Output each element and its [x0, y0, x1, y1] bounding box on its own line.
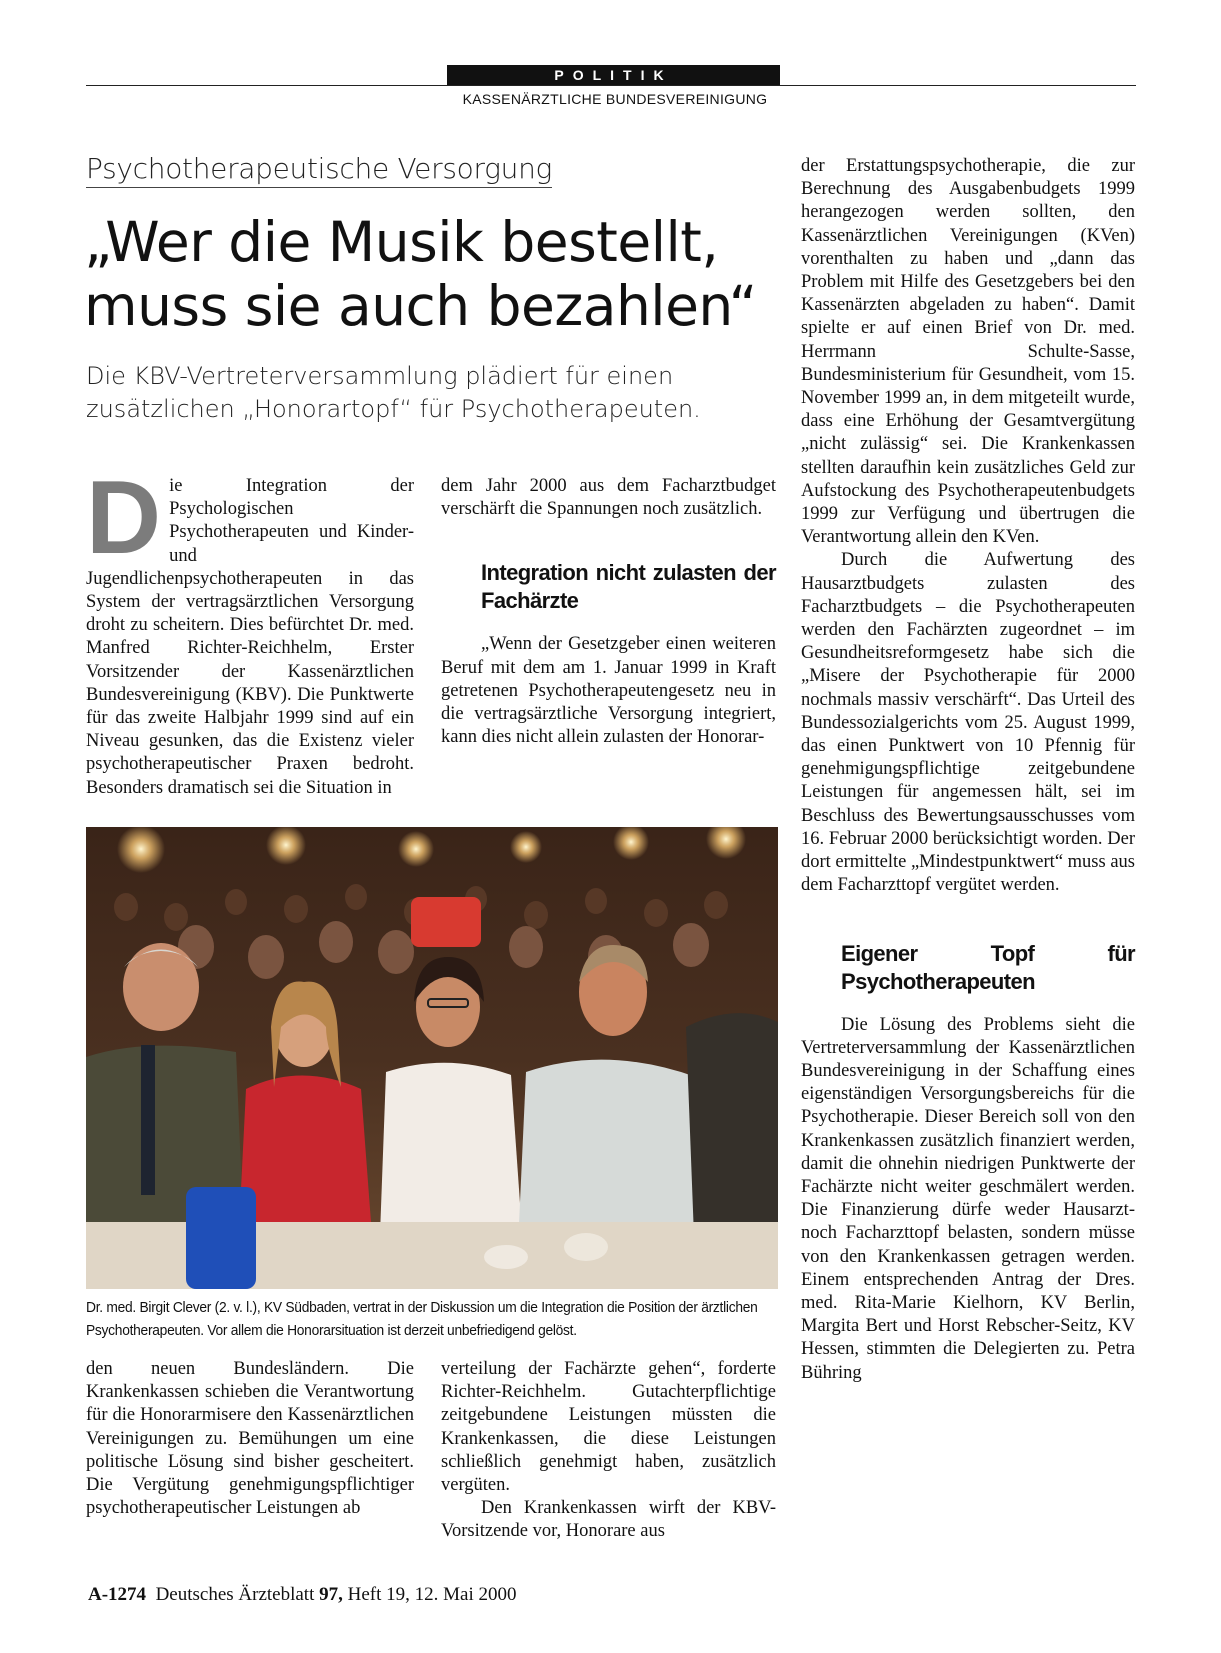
page-number: A-1274 [88, 1584, 147, 1605]
col3-paragraph-2: Durch die Aufwertung des Hausarztbudgets zulasten des Facharztbudgets – die Psychotherapeuten werden den Fachärzten zugeordnet – im Gesundheitsreformgesetz habe sich die „Misere der Psychotherapie für 2000 nochmals massiv verschärft“. Das Urteil des Bundessozialgerichts vom 25. August 1999, das einen Punktwert von 10 Pfennig für genehmigungspflichtige zeitgebundene Leistungen für angemessen hält, sei im Beschluss des Bewertungsausschusses vom 16. Februar 2000 berücksichtigt worden. Der dort ermittelte „Mindestpunktwert“ muss aus dem Facharzttopf vergütet werden. [801, 550, 1135, 896]
page-footer [88, 1584, 517, 1606]
col2-bottom-paragraph-1: verteilung der Fachärzte gehen“, forderte Richter-Reichhelm. Gutachterpflichtige zeitgebundene Leistungen müssten die Krankenkassen, die diese Leistungen schließlich genehmigt haben, zusätzlich vergüten. [441, 1359, 776, 1496]
col3-paragraph-3: Die Lösung des Problems sieht die Vertreterversammlung der Kassenärztlichen Bundesvereinigung in der Schaffung eines eigenständigen Versorgungsbereichs für die Psychotherapie. Dieser Bereich soll von den Krankenkassen zusätzlich finanziert werden, damit die ohnehin niedrigen Punktwerte der Fachärzte nicht weiter geschmälert werden. Die Finanzierung dürfe weder Hausarzt- noch Facharzttopf belasten, sondern müsse von den Krankenkassen getragen werden. Einem entsprechenden Antrag der Dres. med. Rita-Marie Kielhorn, KV Berlin, Margita Bert und Horst Rebscher-Seitz, KV Hessen, stimmten die Delegierten zu. Petra Bühring [801, 1014, 1135, 1383]
article-photo [86, 827, 778, 1289]
col1-bottom-paragraph: den neuen Bundesländern. Die Krankenkassen schieben die Verantwortung für die Honorarmisere den Kassenärztlichen Vereinigungen zu. Bemühungen um eine politische Lösung sind bisher gescheitert. Die Vergütung genehmigungspflichtiger psychotherapeutischer Leistungen ab [86, 1359, 414, 1519]
column-1-bottom [86, 1358, 414, 1520]
article-lead [86, 360, 736, 426]
column-3 [801, 155, 1135, 1385]
subhead-eigener-topf: Eigener Topf für Psychotherapeuten [841, 940, 1135, 994]
column-2-top [441, 475, 776, 749]
journal-volume: 97, [319, 1584, 343, 1605]
header-rule [86, 85, 1136, 86]
column-2-bottom [441, 1358, 776, 1544]
journal-issue: Heft 19, 12. Mai 2000 [347, 1584, 517, 1605]
subhead-integration: Integration nicht zulasten der Fachärzte [481, 560, 776, 614]
journal-name: Deutsches Ärzteblatt [155, 1584, 315, 1605]
col3-paragraph-1: der Erstattungspsychotherapie, die zur Berechnung des Ausgabenbudgets 1999 herangezogen werden sollten, den Kassenärztlichen Vereinigungen (KVen) vorenthalten zu haben und „dann das Problem mit Hilfe des Gesetzgebers bei den Kassenärzten abgeladen zu haben“. Damit spielte er auf einen Brief von Dr. med. Herrmann Schulte-Sasse, Bundesministerium für Gesundheit, vom 15. November 1999 an, in dem mitgeteilt wurde, dass eine Erhöhung der Gesamtvergütung „nicht zulässig“ sei. Die Krankenkassen stellten daraufhin kein zusätzliches Geld zur Aufstockung des Psychotherapeutenbudgets 1999 zur Verfügung und übertrugen die Verantwortung allein den KVen. [801, 156, 1135, 548]
headline-line-2: muss sie auch bezahlen“ [84, 274, 757, 338]
column-1-top [86, 460, 414, 800]
lead-line-1: Die KBV-Vertreterversammlung plädiert für einen [86, 362, 674, 390]
lead-line-2: zusätzlichen „Honorartopf“ für Psychotherapeuten. [86, 395, 701, 423]
article-kicker: Psychotherapeutische Versorgung [86, 152, 552, 188]
col2-bottom-paragraph-2: Den Krankenkassen wirft der KBV-Vorsitzende vor, Honorare aus [441, 1498, 776, 1542]
article-headline [84, 210, 784, 338]
col2-quote-paragraph: „Wenn der Gesetzgeber einen weiteren Beruf mit dem am 1. Januar 1999 in Kraft getretenen Psychotherapeutengesetz neu in die vertragsärztliche Versorgung integriert, kann dies nicht allein zulasten der Honorar- [441, 634, 776, 748]
headline-line-1: „Wer die Musik bestellt, [84, 210, 719, 274]
subsection-label: KASSENÄRZTLICHE BUNDESVEREINIGUNG [462, 91, 768, 107]
photo-caption: Dr. med. Birgit Clever (2. v. l.), KV Südbaden, vertrat in der Diskussion um die Integration die Position der ärztlichen Psychotherapeuten. Vor allem die Honorarsituation ist derzeit unbefriedigend gelöst. [86, 1299, 758, 1339]
intro-text: ie Integration der Psychologischen Psychotherapeuten und Kinder- und Jugendlichenpsychotherapeuten in das System der vertragsärztlichen Versorgung droht zu scheitern. Dies befürchtet Dr. med. Manfred Richter-Reichhelm, Erster Vorsitzender der Kassenärztlichen Bundesvereinigung (KBV). Die Punktwerte für das zweite Halbjahr 1999 sind auf ein Niveau gesunken, das die Existenz vieler psychotherapeutischer Praxen bedroht. Besonders dramatisch sei die Situation in [86, 476, 414, 798]
drop-cap: D [86, 460, 162, 576]
conference-photo-illustration [86, 827, 778, 1289]
intro-paragraph [86, 460, 414, 800]
section-label: POLITIK [447, 65, 780, 85]
col2-continuation: dem Jahr 2000 aus dem Facharztbudget verschärft die Spannungen noch zusätzlich. [441, 476, 776, 520]
